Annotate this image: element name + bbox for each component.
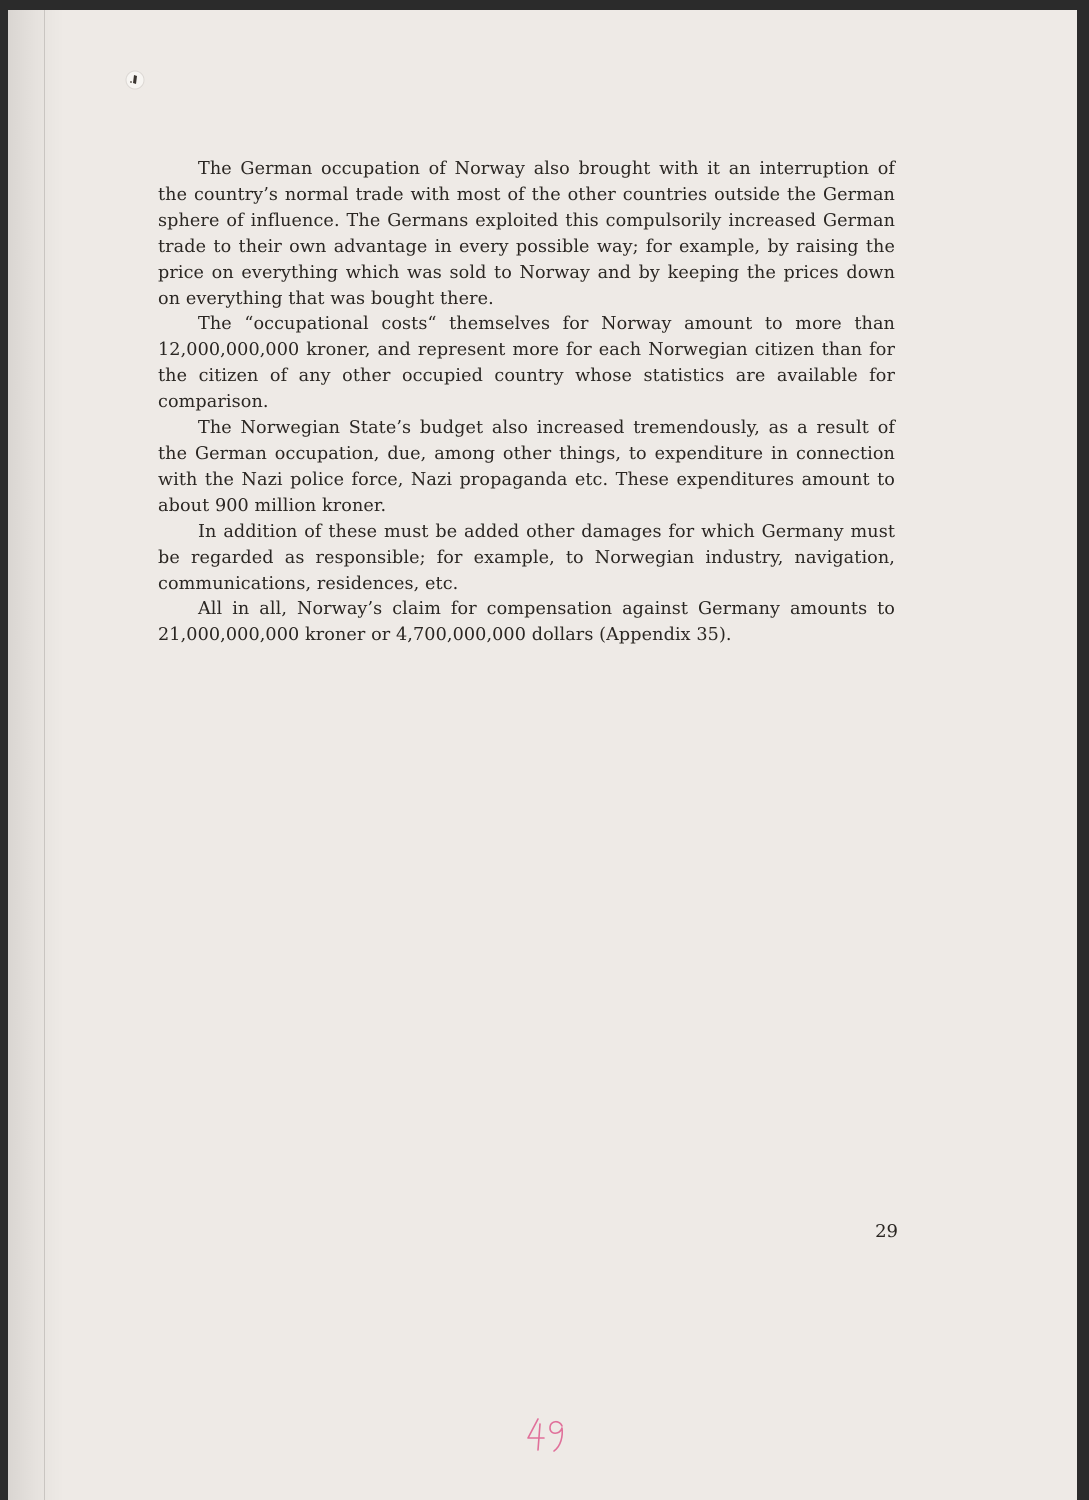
- paragraph-compensation-claim: All in all, Norway’s claim for compensation against Germany amounts to 21,000,000,000 kroner or 4,700,000,000 dollars (Appendix 35).: [158, 599, 895, 646]
- page-number: 29: [875, 1221, 898, 1242]
- pin-hole-mark: [122, 68, 148, 92]
- paragraph-other-damages: In addition of these must be added other damages for which Germany must be regarded as responsible; for example, to Norwegian industry, navigation, communications, residences, etc.: [158, 521, 895, 594]
- body-text: [158, 157, 895, 649]
- binding-shadow: [8, 10, 64, 1500]
- handwritten-page-annotation: [524, 1416, 570, 1454]
- paragraph-trade-interruption: The German occupation of Norway also brought with it an interruption of the country’s normal trade with most of the other countries outside the German sphere of influence. The Germans exploited this compulsorily increased German trade to their own advantage in every possible way; for example, by raising the price on everything which was sold to Norway and by keeping the prices down on everything that was bought there.: [158, 159, 895, 309]
- document-page: [8, 10, 1077, 1500]
- paragraph-occupational-costs: The “occupational costs“ themselves for Norway amount to more than 12,000,000,000 kroner, and represent more for each Norwegian citizen than for the citizen of any other occupied country whose statistics are available for comparison.: [158, 314, 895, 413]
- paragraph-state-budget: The Norwegian State’s budget also increased tremendously, as a result of the German occupation, due, among other things, to expenditure in connection with the Nazi police force, Nazi propaganda etc. These expenditures amount to about 900 million kroner.: [158, 418, 895, 516]
- fold-line: [44, 10, 45, 1500]
